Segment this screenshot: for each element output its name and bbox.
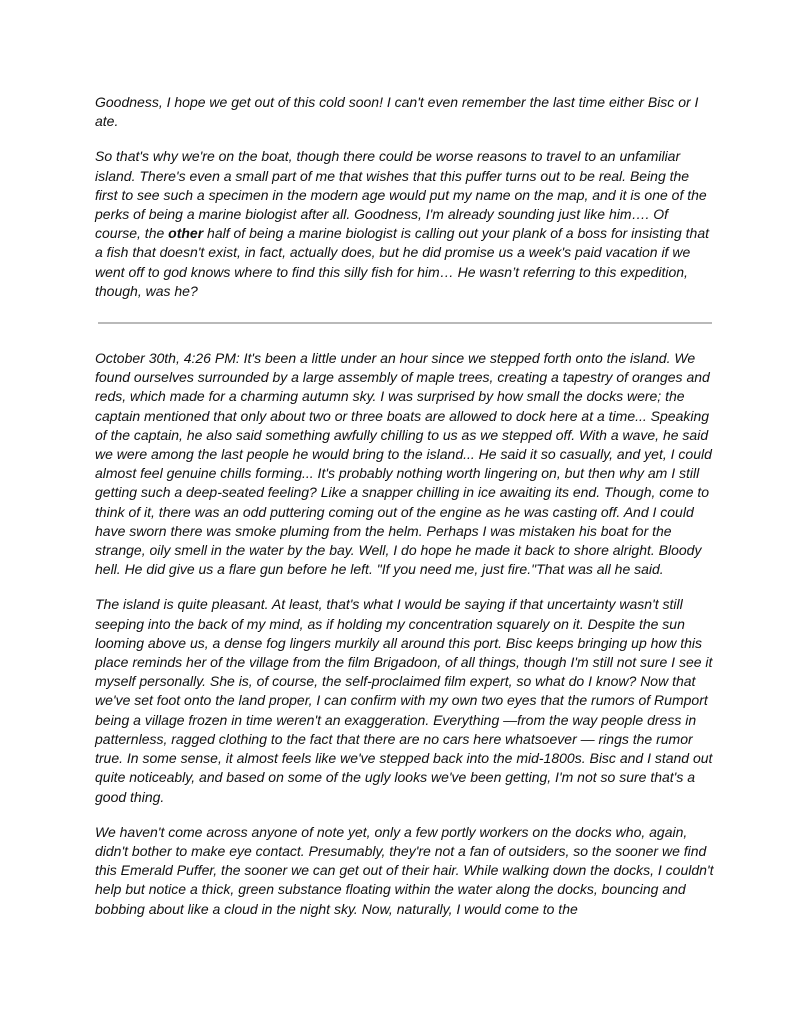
paragraph-docks-text: We haven't come across anyone of note yet, only a few portly workers on the docks who, again, didn't bother to make eye contact. Presumably, they're not a fan of outsiders, so the sooner we find this Emerald Puffer, the sooner we can get out of their hair. While walking down the docks, I couldn't help but notice a thick, green substance floating within the water along the docks, bouncing and bobbing about like a cloud in the night sky. Now, naturally, I would come to the (95, 823, 714, 917)
emphasis-other: other (168, 225, 204, 242)
document-body (95, 93, 715, 935)
paragraph-boat-text-1: So that's why we're on the boat, though there could be worse reasons to travel to an unfamiliar island. There's even a small part of me that wishes that this puffer turns out to be real. Being the first to see such a specimen in the modern age would put my name on the map, and it is one of the perks of being a marine biologist after all. Goodness, I'm already sounding just like him…. Of course, the (95, 148, 707, 242)
section-divider (98, 322, 712, 324)
paragraph-journal-entry (95, 349, 715, 579)
paragraph-island (95, 595, 715, 806)
paragraph-journal-entry-text: October 30th, 4:26 PM: It's been a little under an hour since we stepped forth onto the island. We found ourselves surrounded by a large assembly of maple trees, creating a tapestry of oranges and reds, which made for a charming autumn sky. I was surprised by how small the docks were; the captain mentioned that only about two or three boats are allowed to dock here at a time... Speaking of the captain, he also said something awfully chilling to us as we stepped off. With a wave, he said we were among the last people he would bring to the island... He said it so casually, and yet, I could almost feel genuine chills forming... It's probably nothing worth lingering on, but then why am I still getting such a deep-seated feeling? Like a snapper chilling in ice awaiting its end. Though, come to think of it, there was an odd puttering coming out of the engine as he was casting off. And I could have sworn there was smoke pluming from the helm. Perhaps I was mistaken his boat for the strange, oily smell in the water by the bay. Well, I do hope he made it back to shore alright. Bloody hell. He did give us a flare gun before he left. "If you need me, just fire."That was all he said. (95, 350, 712, 578)
paragraph-island-text: The island is quite pleasant. At least, that's what I would be saying if that uncertainty wasn't still seeping into the back of my mind, as if holding my concentration squarely on it. Despite the sun looming above us, a dense fog lingers murkily all around this port. Bisc keeps bringing up how this place reminds her of the village from the film Brigadoon, of all things, though I'm still not sure I see it myself personally. She is, of course, the self-proclaimed film expert, so what do I know? Now that we've set foot onto the land proper, I can confirm with my own two eyes that the rumors of Rumport being a village frozen in time weren't an exaggeration. Everything —from the way people dress in patternless, ragged clothing to the fact that there are no cars here whatsoever — rings the rumor true. In some sense, it almost feels like we've stepped back into the mid-1800s. Bisc and I stand out quite noticeably, and based on some of the ugly looks we've been getting, I'm not so sure that's a good thing. (95, 596, 713, 805)
paragraph-cold (95, 93, 715, 131)
paragraph-boat-text-2: half of being a marine biologist is calling out your plank of a boss for insisting that a fish that doesn't exist, in fact, actually does, but he did promise us a week's paid vacation if we went off to god knows where to find this silly fish for him… He wasn’t referring to this expedition, though, was he? (95, 225, 709, 299)
paragraph-docks (95, 823, 715, 919)
paragraph-boat (95, 147, 715, 301)
paragraph-cold-text: Goodness, I hope we get out of this cold soon! I can't even remember the last time either Bisc or I ate. (95, 94, 699, 130)
